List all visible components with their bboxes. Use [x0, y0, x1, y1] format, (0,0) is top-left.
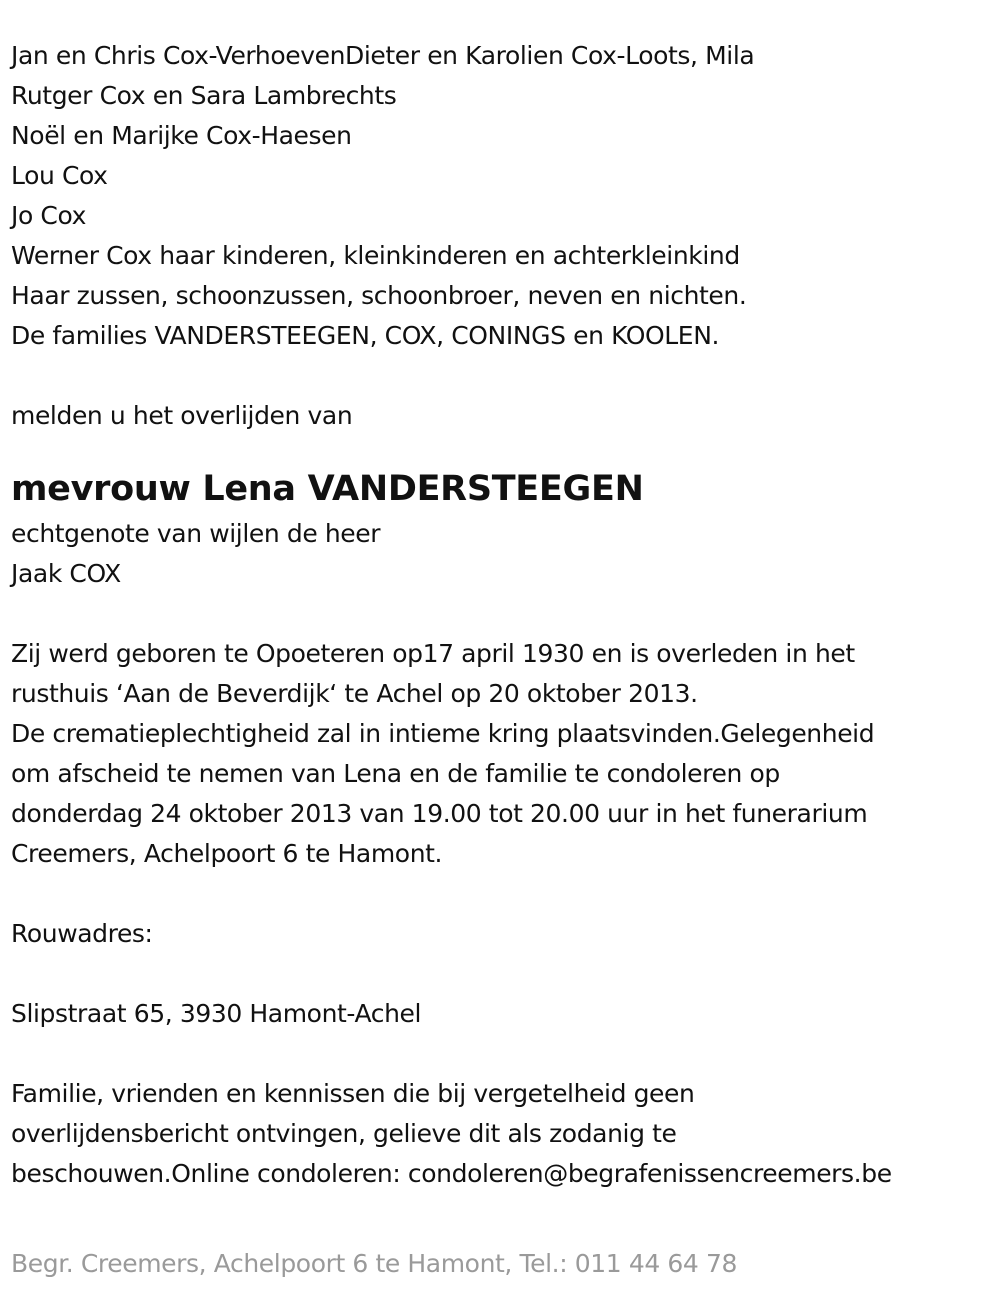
- funeral-home-footer: Begr. Creemers, Achelpoort 6 te Hamont, Tel.: 011 44 64 78: [11, 1249, 737, 1278]
- spacer: [11, 594, 996, 634]
- mourner-line: Werner Cox haar kinderen, kleinkinderen en achterkleinkind: [11, 241, 740, 270]
- mourning-address-label: Rouwadres:: [11, 919, 153, 948]
- mourner-line: Haar zussen, schoonzussen, schoonbroer, neven en nichten.: [11, 281, 747, 310]
- announcement-text: melden u het overlijden van: [11, 401, 353, 430]
- death-notice: [11, 36, 996, 1194]
- details-line: Creemers, Achelpoort 6 te Hamont.: [11, 839, 443, 868]
- closing-line: Familie, vrienden en kennissen die bij vergetelheid geen: [11, 1079, 695, 1108]
- spouse-name: Jaak COX: [11, 559, 121, 588]
- spacer: [11, 874, 996, 914]
- mourner-line: Noël en Marijke Cox-Haesen: [11, 121, 352, 150]
- spacer: [11, 1034, 996, 1074]
- spacer: [11, 356, 996, 396]
- deceased-name: mevrouw Lena VANDERSTEEGEN: [11, 469, 644, 509]
- mourner-line: Lou Cox: [11, 161, 108, 190]
- closing-line: overlijdensbericht ontvingen, gelieve dit als zodanig te: [11, 1119, 677, 1148]
- details-line: Zij werd geboren te Opoeteren op17 april 1930 en is overleden in het: [11, 639, 855, 668]
- details-line: om afscheid te nemen van Lena en de familie te condoleren op: [11, 759, 780, 788]
- spacer: [11, 954, 996, 994]
- mourner-line: De families VANDERSTEEGEN, COX, CONINGS en KOOLEN.: [11, 321, 720, 350]
- mourner-line: Jo Cox: [11, 201, 86, 230]
- details-line: rusthuis ‘Aan de Beverdijk‘ te Achel op 20 oktober 2013.: [11, 679, 698, 708]
- details-paragraph: [11, 634, 996, 874]
- closing-paragraph: [11, 1074, 996, 1194]
- deceased-relation: echtgenote van wijlen de heer: [11, 519, 381, 548]
- mourners-list: [11, 36, 996, 356]
- closing-line: beschouwen.Online condoleren: condoleren@begrafenissencreemers.be: [11, 1159, 892, 1188]
- mourning-address: Slipstraat 65, 3930 Hamont-Achel: [11, 999, 422, 1028]
- mourner-line: Jan en Chris Cox-VerhoevenDieter en Karolien Cox-Loots, Mila: [11, 41, 755, 70]
- details-line: donderdag 24 oktober 2013 van 19.00 tot 20.00 uur in het funerarium: [11, 799, 868, 828]
- mourner-line: Rutger Cox en Sara Lambrechts: [11, 81, 397, 110]
- details-line: De crematieplechtigheid zal in intieme kring plaatsvinden.Gelegenheid: [11, 719, 875, 748]
